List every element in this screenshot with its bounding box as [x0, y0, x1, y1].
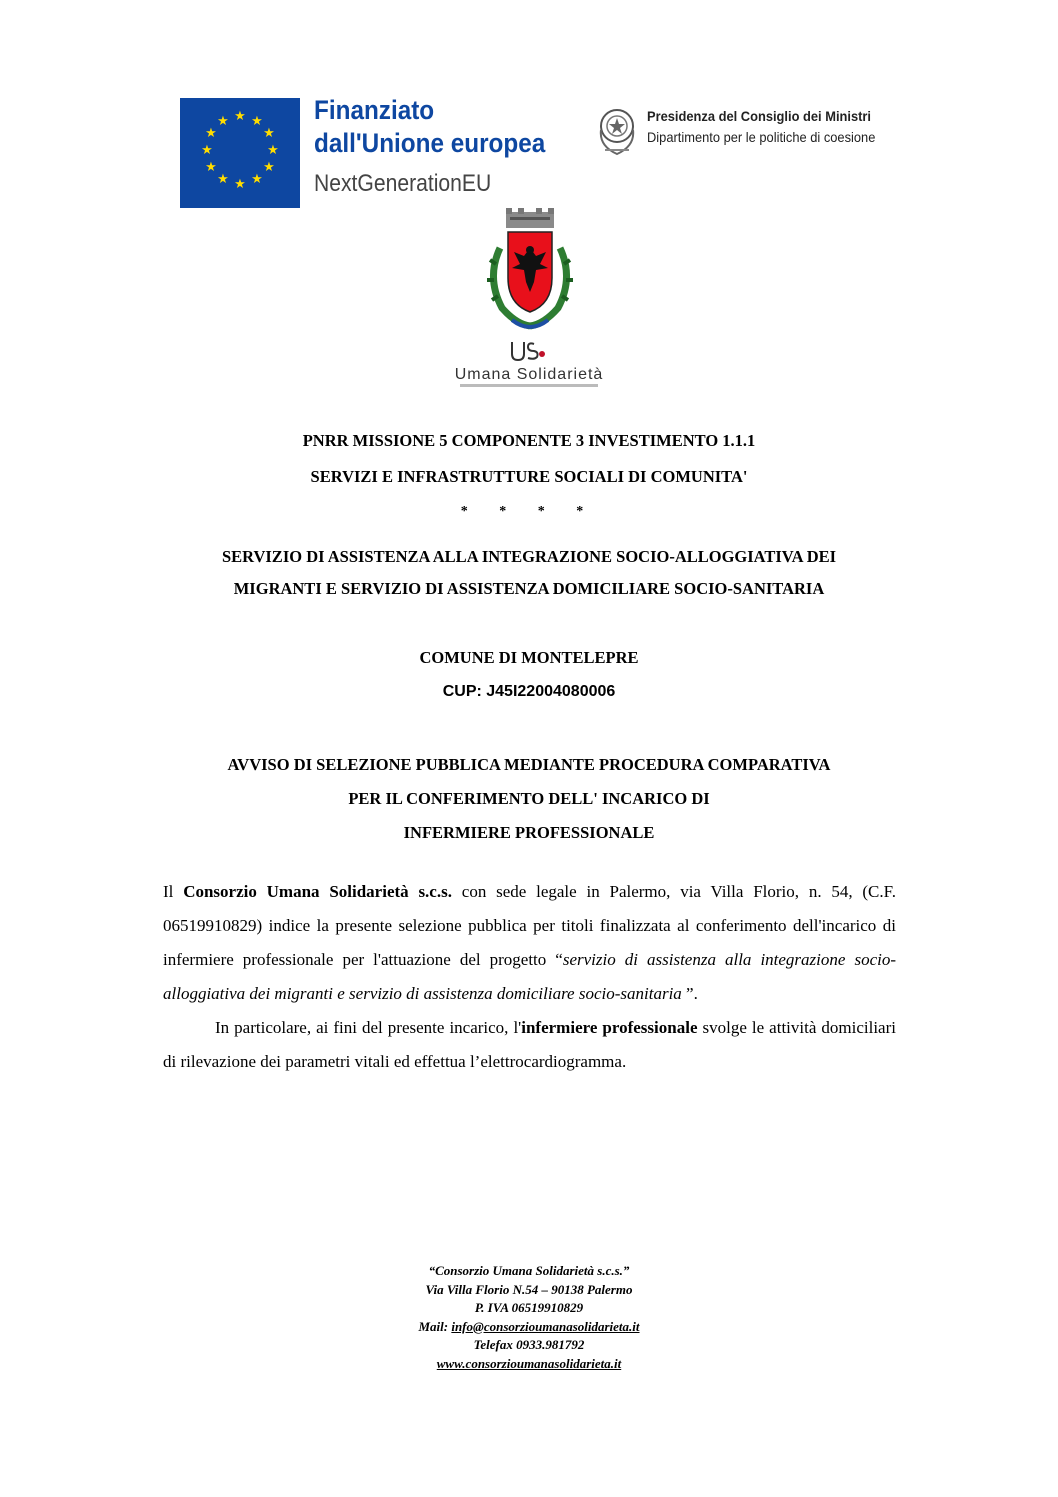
svg-text:★: ★: [217, 114, 229, 129]
svg-text:★: ★: [205, 126, 217, 141]
avviso-line-1: AVVISO DI SELEZIONE PUBBLICA MEDIANTE PROCEDURA COMPARATIVA: [227, 755, 831, 774]
svg-text:★: ★: [234, 109, 246, 124]
body-paragraph-1: Il Consorzio Umana Solidarietà s.c.s. con sede legale in Palermo, via Villa Florio, n. 54, (C.F. 06519910829) indice la presente selezione pubblica per titoli finalizzata al conferimento dell'incarico di infermiere professionale per l'attuazione del progetto “servizio di assistenza alla integrazione socio-alloggiativa dei migranti e servizio di assistenza domiciliare socio-sanitaria ”.: [163, 882, 896, 1003]
role-name: infermiere professionale: [521, 1018, 698, 1037]
avviso-line-3: INFERMIERE PROFESSIONALE: [403, 823, 655, 842]
coat-of-arms-icon: [482, 208, 578, 334]
avviso-line-2: PER IL CONFERIMENTO DELL' INCARICO DI: [348, 789, 710, 808]
umana-solidarieta-logo: [438, 338, 620, 388]
service-line-1: SERVIZIO DI ASSISTENZA ALLA INTEGRAZIONE SOCIO-ALLOGGIATIVA DEI: [221, 547, 837, 566]
eu-logo-line3: NextGenerationEU: [314, 170, 492, 197]
project-title: servizio di assistenza alla integrazione socio-alloggiativa dei migranti e servizio di assistenza domiciliare socio-sanitaria: [163, 950, 896, 1003]
title-line-2: SERVIZI E INFRASTRUTTURE SOCIALI DI COMUNITA': [310, 467, 748, 486]
umana-logo-subline: [460, 384, 598, 387]
footer-telefax: Telefax 0933.981792: [473, 1337, 585, 1352]
comune-heading: COMUNE DI MONTELEPRE: [419, 648, 639, 667]
eu-funding-logo: [180, 95, 560, 208]
body-text: [163, 875, 896, 1079]
cup-code: CUP: J45I22004080006: [442, 683, 616, 700]
svg-text:★: ★: [263, 160, 275, 175]
svg-text:★: ★: [251, 172, 263, 187]
presidenza-logo: [595, 100, 895, 164]
svg-text:★: ★: [251, 114, 263, 129]
footer-address: Via Villa Florio N.54 – 90138 Palermo: [425, 1281, 633, 1297]
svg-text:★: ★: [217, 172, 229, 187]
footer-piva: P. IVA 06519910829: [474, 1300, 584, 1315]
title-line-1: PNRR MISSIONE 5 COMPONENTE 3 INVESTIMENTO 1.1.1: [302, 431, 756, 450]
eu-logo-line2: dall'Unione europea: [314, 128, 546, 158]
presidenza-line1: Presidenza del Consiglio dei Ministri: [647, 108, 872, 124]
svg-text:★: ★: [234, 177, 246, 192]
footer-website-link[interactable]: www.consorzioumanasolidarieta.it: [436, 1355, 622, 1371]
footer: [0, 1262, 1058, 1373]
footer-mail-link[interactable]: info@consorzioumanasolidarieta.it: [451, 1318, 640, 1334]
title-stars: * * * *: [460, 504, 598, 519]
svg-text:★: ★: [263, 126, 275, 141]
italian-emblem-icon: [595, 100, 639, 160]
umana-logo-name: Umana Solidarietà: [454, 366, 604, 383]
body-paragraph-2: In particolare, ai fini del presente incarico, l'infermiere professionale svolge le attività domiciliari di rilevazione dei parametri vitali ed effettua l’elettrocardiogramma.: [163, 1018, 896, 1071]
presidenza-line2: Dipartimento per le politiche di coesione: [647, 129, 876, 145]
svg-text:★: ★: [205, 160, 217, 175]
svg-text:★: ★: [267, 143, 279, 158]
eu-logo-line1: Finanziato: [314, 95, 435, 125]
svg-text:★: ★: [201, 143, 213, 158]
eu-flag-icon: [180, 98, 300, 208]
umana-logo-mark-icon: [508, 338, 548, 364]
service-line-2: MIGRANTI E SERVIZIO DI ASSISTENZA DOMICILIARE SOCIO-SANITARIA: [233, 579, 825, 598]
footer-name: “Consorzio Umana Solidarietà s.c.s.”: [428, 1263, 630, 1278]
footer-mail-row: Mail: info@consorzioumanasolidarieta.it: [418, 1318, 640, 1334]
consorzio-name: Consorzio Umana Solidarietà s.c.s.: [183, 882, 452, 901]
